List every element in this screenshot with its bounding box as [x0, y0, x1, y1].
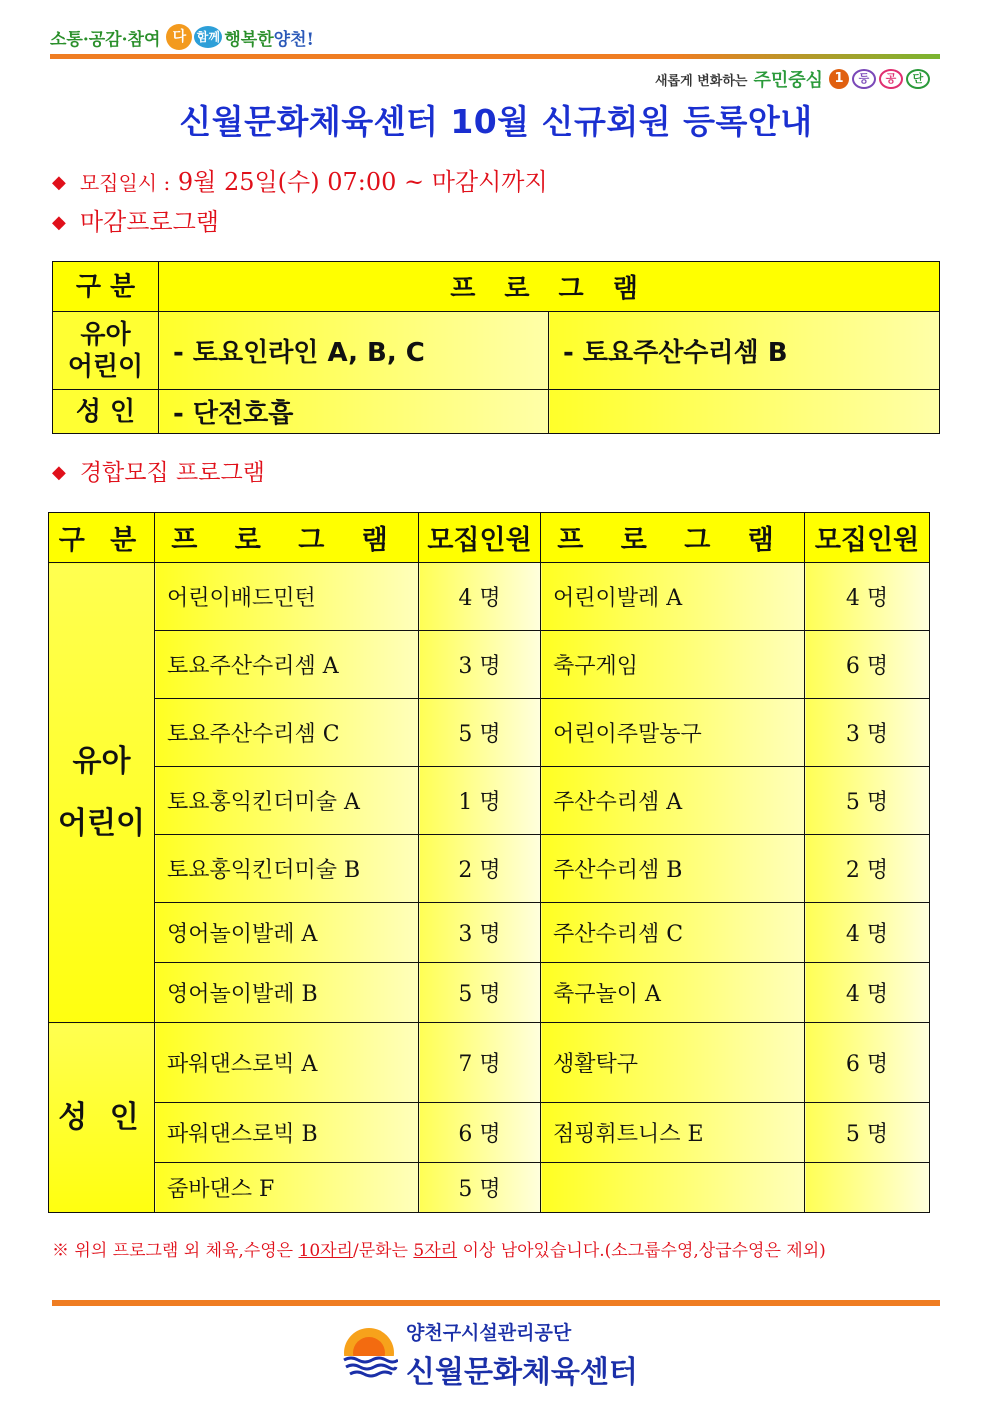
brand-highlight: 주민중심	[753, 70, 823, 91]
closed-program-cell: - 단전호흡	[159, 390, 549, 434]
slogan-da-badge: 다	[166, 24, 192, 50]
brand-badge-3: 단	[906, 69, 930, 89]
recruit-label: 모집일시 :	[79, 171, 171, 195]
diamond-bullet-icon: ◆	[52, 462, 66, 483]
table-row	[49, 563, 930, 631]
note-part-3: 이상 남아있습니다.(소그룹수영,상급수영은 제외)	[457, 1241, 826, 1261]
program-name: 생활탁구	[541, 1023, 805, 1103]
closed-category-kids: 유아 어린이	[53, 312, 159, 390]
recruit-count: 6 명	[419, 1103, 541, 1163]
brand-logo	[655, 66, 930, 92]
comp-header-program: 프 로 그 램	[155, 513, 419, 563]
comp-header-count: 모집인원	[805, 513, 930, 563]
diamond-bullet-icon: ◆	[52, 212, 66, 233]
recruit-count: 2 명	[805, 835, 930, 903]
recruit-count: 1 명	[419, 767, 541, 835]
table-row	[49, 963, 930, 1023]
recruit-count: 5 명	[805, 767, 930, 835]
recruit-count: 7 명	[419, 1023, 541, 1103]
footer-center-name: 신월문화체육센터	[406, 1355, 638, 1390]
table-row	[49, 1163, 930, 1213]
slogan-suffix: 행복한	[224, 29, 274, 50]
comp-category-kids: 유아 어린이	[49, 563, 155, 1023]
closed-heading-line	[52, 202, 219, 237]
comp-header-category: 구 분	[49, 513, 155, 563]
recruit-count: 2 명	[419, 835, 541, 903]
comp-header-program: 프 로 그 램	[541, 513, 805, 563]
note-culture-seats: 5자리	[413, 1241, 458, 1261]
recruit-count: 5 명	[419, 699, 541, 767]
program-name: 줌바댄스 F	[155, 1163, 419, 1213]
recruit-count: 5 명	[419, 1163, 541, 1213]
program-name: 영어놀이발레 A	[155, 903, 419, 963]
brand-badge-2: 공	[879, 69, 903, 89]
recruit-count: 4 명	[805, 903, 930, 963]
program-name: 토요주산수리셈 C	[155, 699, 419, 767]
closed-program-cell: - 토요주산수리셈 B	[549, 312, 940, 390]
recruit-count: 4 명	[419, 563, 541, 631]
recruit-count: 6 명	[805, 631, 930, 699]
recruit-date-line	[52, 162, 548, 197]
program-name: 주산수리셈 B	[541, 835, 805, 903]
table-row	[49, 1023, 930, 1103]
closed-heading: 마감프로그램	[79, 208, 219, 236]
sun-wave-logo-icon	[340, 1326, 398, 1384]
program-name: 토요홍익킨더미술 A	[155, 767, 419, 835]
brand-lead: 새롭게 변화하는	[655, 73, 748, 89]
table-row	[49, 835, 930, 903]
note-part-1: 위의 프로그램 외 체육,수영은	[74, 1241, 299, 1261]
recruit-count: 4 명	[805, 963, 930, 1023]
recruit-count: 3 명	[805, 699, 930, 767]
program-name: 점핑휘트니스 E	[541, 1103, 805, 1163]
slogan-yang: 양천!	[273, 29, 314, 50]
program-name: 주산수리셈 A	[541, 767, 805, 835]
slogan-logo	[50, 24, 314, 50]
program-name: 축구놀이 A	[541, 963, 805, 1023]
comp-header-count: 모집인원	[419, 513, 541, 563]
table-row	[49, 631, 930, 699]
closed-program-cell: - 토요인라인 A, B, C	[159, 312, 549, 390]
competitive-program-table	[48, 512, 930, 1213]
program-name: 주산수리셈 C	[541, 903, 805, 963]
diamond-bullet-icon: ◆	[52, 172, 66, 193]
closed-header-category: 구 분	[53, 262, 159, 312]
footer-logo	[340, 1318, 638, 1391]
recruit-count: 5 명	[805, 1103, 930, 1163]
program-name: 어린이주말농구	[541, 699, 805, 767]
recruit-count: 3 명	[419, 631, 541, 699]
program-name: 어린이발레 A	[541, 563, 805, 631]
program-name: 영어놀이발레 B	[155, 963, 419, 1023]
recruit-count: 6 명	[805, 1023, 930, 1103]
footnote	[52, 1236, 826, 1261]
comp-category-adult: 성 인	[49, 1023, 155, 1213]
recruit-count-empty	[805, 1163, 930, 1213]
program-name: 토요주산수리셈 A	[155, 631, 419, 699]
table-row	[49, 767, 930, 835]
slogan-prefix: 소통·공감·참여	[50, 29, 161, 50]
program-name: 파워댄스로빅 B	[155, 1103, 419, 1163]
recruit-count: 3 명	[419, 903, 541, 963]
brand-one-badge: 1	[829, 69, 849, 89]
brand-badge-1: 등	[852, 69, 876, 89]
table-row	[49, 699, 930, 767]
footer-org-name: 양천구시설관리공단	[406, 1322, 572, 1344]
closed-program-cell-empty	[549, 390, 940, 434]
bottom-divider	[52, 1300, 940, 1306]
reference-mark-icon: ※	[52, 1241, 69, 1261]
page-title: 신월문화체육센터 10월 신규회원 등록안내	[179, 102, 813, 141]
program-name: 파워댄스로빅 A	[155, 1023, 419, 1103]
recruit-value: 9월 25일(수) 07:00 ~ 마감시까지	[177, 168, 548, 196]
closed-header-program: 프 로 그 램	[159, 262, 940, 312]
table-row	[49, 1103, 930, 1163]
note-sports-seats: 10자리	[298, 1241, 353, 1261]
competitive-heading-line	[52, 454, 265, 487]
program-name: 축구게임	[541, 631, 805, 699]
program-name: 토요홍익킨더미술 B	[155, 835, 419, 903]
recruit-count: 4 명	[805, 563, 930, 631]
slogan-ham-badge: 함께	[194, 26, 222, 48]
top-divider	[50, 54, 940, 59]
recruit-count: 5 명	[419, 963, 541, 1023]
closed-program-table	[52, 261, 940, 434]
competitive-heading: 경합모집 프로그램	[79, 460, 265, 486]
closed-category-adult: 성 인	[53, 390, 159, 434]
note-part-2: /문화는	[352, 1241, 414, 1261]
program-name: 어린이배드민턴	[155, 563, 419, 631]
table-row	[49, 903, 930, 963]
program-name-empty	[541, 1163, 805, 1213]
